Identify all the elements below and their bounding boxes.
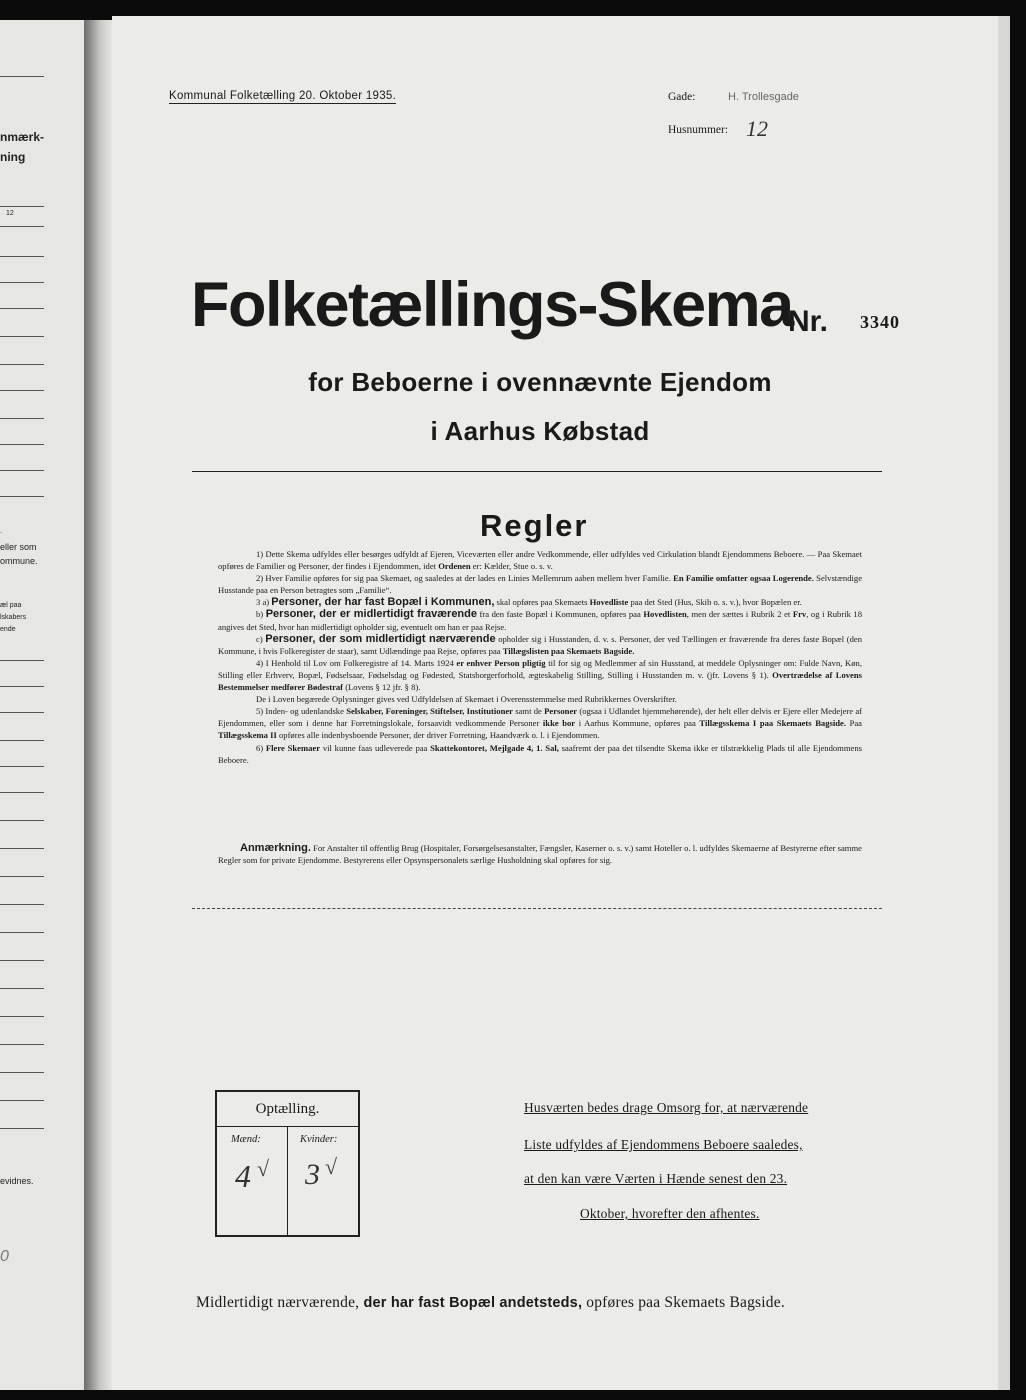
tally-box xyxy=(215,1090,360,1237)
rule-3a: 3 a) Personer, der har fast Bopæl i Kommunen, skal opføres paa Skemaets Hovedliste paa det Sted (Hus, Skib o. s. v.), hvor Bopælen er. xyxy=(256,596,802,609)
tally-title: Optælling. xyxy=(217,1092,358,1127)
left-rule xyxy=(0,740,44,741)
annotation-note xyxy=(218,842,862,866)
left-rule xyxy=(0,932,44,933)
left-rule xyxy=(0,988,44,989)
men-label: Mænd: xyxy=(231,1134,261,1145)
left-fragment: evidnes. xyxy=(0,1176,34,1186)
left-fragment: lskabers xyxy=(0,614,27,621)
footer-note xyxy=(196,1294,785,1312)
divider-rule-dashed xyxy=(192,908,882,909)
women-label: Kvinder: xyxy=(300,1134,338,1145)
note-label: Anmærkning. xyxy=(240,842,311,854)
rules-heading: Regler xyxy=(480,508,589,543)
left-rule xyxy=(0,1044,44,1045)
rule-6: 6) Flere Skemaer vil kunne faas udleverede paa Skattekontoret, Mejlgade 4, 1. Sal, saafremt der paa det tilsendte Skema ikke er tilstrækkelig Plads til alle Ejendommens Beboere. xyxy=(218,742,863,765)
left-rule xyxy=(0,848,44,849)
rule-4-note: De i Loven begærede Oplysninger gives ved Udfyldelsen af Skemaet i Overensstemmelse med Rubrikkernes Overskrifter. xyxy=(256,694,677,705)
left-rule xyxy=(0,282,44,283)
divider-rule xyxy=(192,471,882,472)
left-rule xyxy=(0,470,44,471)
left-fragment: æl paa xyxy=(0,602,22,609)
left-fragment: eller som xyxy=(0,542,37,552)
form-number-value: 3340 xyxy=(860,312,900,332)
left-fragment: . xyxy=(0,526,3,535)
rule-4: 4) I Henhold til Lov om Folkeregistre af 14. Marts 1924 er enhver Person pligtig til for sig og Medlemmer af sin Husstand, at meddele Oplysninger om: Fulde Navn, Køn, Stilling eller Erhverv, Bopæl, Fødselsaar, Fødselsdag og Fødested, Statsborgerforhold, ægteskabelig Stilling, Stilling i Husstanden m. v. (jfr. Lovens § 1). Overtrædelse af Lovens Bestemmelser medfører Bødestraf (Lovens § 12 jfr. § 8). xyxy=(218,657,862,693)
note-text: For Anstalter til offentlig Brug (Hospitaler, Forsørgelsesanstalter, Fængsler, Kaserner o. s. v.) samt Hoteller o. l. udfyldes Skemaerne af Bestyrerne efter samme Regler som for private Ejendomme. Bestyrerens eller Opsynspersonalets særlige Husholdning skal opføres for sig. xyxy=(218,843,862,866)
page-edge xyxy=(998,16,1010,1390)
left-rule xyxy=(0,686,44,687)
gade-value: H. Trollesgade xyxy=(728,91,799,103)
form-number-label: Nr. xyxy=(788,305,829,338)
footer-part-2: der har fast Bopæl andetsteds, xyxy=(359,1295,583,1311)
left-pencil-mark: 0 xyxy=(0,1248,9,1265)
instruction-line-3: at den kan være Værten i Hænde senest den 23. xyxy=(524,1171,788,1186)
rule-5: 5) Inden- og udenlandske Selskaber, Foreninger, Stiftelser, Institutioner samt de Personer (ogsaa i Udlandet hjemmehørende), der helt eller delvis er Ejere eller Medejere af Ejendommen, eller som i denne har Forretningslokale, forsaavidt vedkommende Personer ikke bor i Aarhus Kommune, opføres paa Tillægsskema I paa Skemaets Bagside. Paa Tillægsskema II opføres alle indenbysboende Personer, der driver Forretning, Haandværk o. l. i Ejendommen. xyxy=(218,706,863,741)
rule-2: 2) Hver Familie opføres for sig paa Skemaet, og saaledes at der lades en Linies Mellemrum aaben mellem hver Familie. En Familie omfatter ogsaa Logerende. Selvstændige Husstande paa en Person betragtes som „Familie“. xyxy=(218,573,863,596)
tally-divider xyxy=(287,1127,288,1235)
rules-text xyxy=(218,548,862,766)
men-count: 4 xyxy=(235,1158,251,1194)
left-rule xyxy=(0,1128,44,1129)
husnummer-label: Husnummer: xyxy=(668,124,729,136)
left-rule xyxy=(0,256,44,257)
gade-label: Gade: xyxy=(668,91,696,103)
instruction-line-2: Liste udfyldes af Ejendommens Beboere saaledes, xyxy=(524,1137,803,1152)
instruction-line-1: Husværten bedes drage Omsorg for, at nærværende xyxy=(524,1100,809,1115)
left-rule xyxy=(0,496,44,497)
left-rule xyxy=(0,820,44,821)
form-title: Folketællings-Skema xyxy=(191,270,793,340)
footer-part-1: Midlertidigt nærværende, xyxy=(196,1294,360,1311)
left-fragment: ommune. xyxy=(0,556,38,566)
form-subtitle-2: i Aarhus Købstad xyxy=(430,416,650,446)
women-check-mark: √ xyxy=(325,1154,338,1179)
left-rule xyxy=(0,1016,44,1017)
left-page-fragment xyxy=(0,20,84,1390)
left-rule xyxy=(0,792,44,793)
rule-1: 1) Dette Skema udfyldes eller besørges udfyldt af Ejeren, Viceværten eller andre Vedkommende, eller udfyldes ved Cirkulation blandt Ejendommens Beboere. — Paa Skemaet opføres de Familier og Personer, der findes i Ejendommen, idet Ordenen er: Kælder, Stue o. s. v. xyxy=(218,549,862,572)
left-rule xyxy=(0,308,44,309)
left-rule xyxy=(0,226,44,227)
census-title-line: Kommunal Folketælling 20. Oktober 1935. xyxy=(169,90,397,102)
men-check-mark: √ xyxy=(257,1156,270,1181)
left-rule xyxy=(0,206,44,207)
left-rule xyxy=(0,660,44,661)
left-rule xyxy=(0,1100,44,1101)
left-header-line2: ning xyxy=(0,150,26,164)
left-rule xyxy=(0,766,44,767)
women-count: 3 xyxy=(305,1158,320,1191)
instruction-line-4: Oktober, hvorefter den afhentes. xyxy=(580,1206,760,1221)
form-subtitle-1: for Beboerne i ovennævnte Ejendom xyxy=(308,367,772,397)
left-rule xyxy=(0,390,44,391)
rule-3b: b) Personer, der er midlertidigt fraværende fra den faste Bopæl i Kommunen, opføres paa Hovedlisten, men der sættes i Rubrik 2 et Frv, og i Rubrik 18 angives det Sted, hvor han midlertidigt opholder sig, eventuelt om han er paa Rejse. xyxy=(218,608,863,632)
left-rule xyxy=(0,418,44,419)
left-rule xyxy=(0,1072,44,1073)
book-gutter xyxy=(84,20,114,1390)
left-col-number: 12 xyxy=(6,210,14,217)
left-rule xyxy=(0,712,44,713)
husnummer-value: 12 xyxy=(746,116,768,141)
left-rule xyxy=(0,336,44,337)
left-rule xyxy=(0,364,44,365)
left-rule xyxy=(0,960,44,961)
rule-3c: c) Personer, der som midlertidigt nærværende opholder sig i Husstanden, d. v. s. Personer, der ved Tællingen er fraværende fra deres faste Bopæl (den Kommune, i hvis Folkeregister de staar), samt Udlændinge paa Rejse, opføres paa Tillægslisten paa Skemaets Bagside. xyxy=(218,632,863,656)
footer-part-3: opføres paa Skemaets Bagside. xyxy=(582,1294,785,1311)
left-rule xyxy=(0,876,44,877)
left-rule xyxy=(0,76,44,77)
left-header-line1: nmærk- xyxy=(0,130,45,144)
left-rule xyxy=(0,444,44,445)
left-rule xyxy=(0,904,44,905)
left-fragment: ende xyxy=(0,626,16,633)
